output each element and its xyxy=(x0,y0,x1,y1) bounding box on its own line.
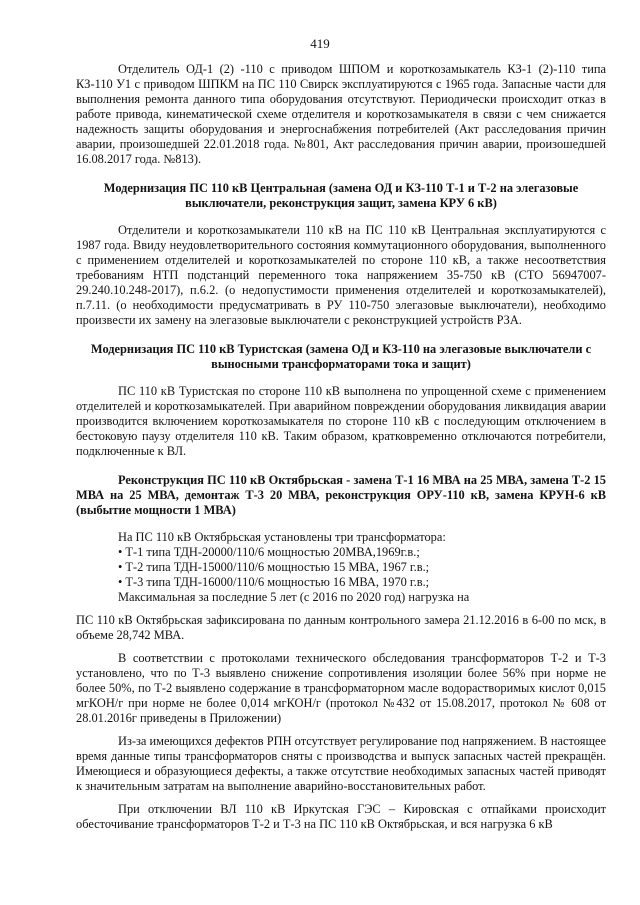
paragraph-turistskaya: ПС 110 кВ Туристская по стороне 110 кВ выполнена по упрощенной схеме с применением отделителей и короткозамыкателей. При аварийном повреждении оборудования ликвидация аварии производится включением короткозамыкателя по стороне 110 кВ с последующим отключением в бестоковую паузу отделителя 110 кВ. Таким образом, кратковременно отключаются потребители, подключенные к ВЛ. xyxy=(76,384,606,458)
paragraph-max-load: Максимальная за последние 5 лет (с 2016 по 2020 год) нагрузка на xyxy=(118,590,470,604)
page-content xyxy=(76,62,606,832)
paragraph-rpn-defects: Из-за имеющихся дефектов РПН отсутствует регулирование под напряжением. В настоящее время данные типы трансформаторов сняты с производства и выпуск запасных частей прекращён. Имеющиеся и образующиеся дефекты, а также отсутствие необходимых запасных частей приводят к значительным затратам на выполнение аварийно-восстановительных работ. xyxy=(76,734,606,793)
transformer-list xyxy=(76,545,606,590)
list-item: • Т-1 типа ТДН-20000/110/6 мощностью 20МВА,1969г.в.; xyxy=(118,545,420,559)
paragraph-centralnaya: Отделители и короткозамыкатели 110 кВ на ПС 110 кВ Центральная эксплуатируются с 1987 года. Ввиду неудовлетворительного состояния коммутационного оборудования, выполненного с применением отделителей и короткозамыкателей по стороне 110 кВ, а также несоответствия требованиям НТП подстанций переменного тока напряжением 35-750 кВ (СТО 56947007-29.240.10.248-2017), п.6.2. (о недопустимости применения отделителей и короткозамыкателей), п.7.11. (о необходимости предусматривать в РУ 110-750 элегазовые выключатели), необходимо произвести их замену на элегазовые выключатели с реконструкцией устройств РЗА. xyxy=(76,223,606,327)
heading-modernization-centralnaya: Модернизация ПС 110 кВ Центральная (замена ОД и КЗ-110 Т-1 и Т-2 на элегазовые выключатели, реконструкция защит, замена КРУ 6 кВ) xyxy=(103,181,579,210)
paragraph-od-kz-svirsk: Отделитель ОД-1 (2) -110 с приводом ШПОМ и короткозамыкатель КЗ-1 (2)-110 типа КЗ-110 У1 с приводом ШПКМ на ПС 110 Свирск эксплуатируются с 1965 года. Запасные части для выполнения ремонта данного типа оборудования отсутствуют. Периодически происходит отказ в работе привода, кинематической схеме отделителя и короткозамыкателя в связи с чем снижается надежность защиты оборудования и энергоснабжения потребителей (Акт расследования причин аварии, произошедшей 22.01.2018 года. №801, Акт расследования причин аварии, произошедшей 16.08.2017 года. №813). xyxy=(76,62,606,166)
heading-reconstruction-oktyabrskaya: Реконструкция ПС 110 кВ Октябрьская - замена Т-1 16 МВА на 25 МВА, замена Т-2 15 МВА на 25 МВА, демонтаж Т-3 20 МВА, реконструкция ОРУ-110 кВ, замена КРУН-6 кВ (выбытие мощности 1 МВА) xyxy=(76,473,606,517)
paragraph-transformers-intro: На ПС 110 кВ Октябрьская установлены три трансформатора: xyxy=(118,530,446,544)
list-item: • Т-2 типа ТДН-15000/110/6 мощностью 15 МВА, 1967 г.в.; xyxy=(118,560,430,574)
paragraph-inspection-protocols: В соответствии с протоколами технического обследования трансформаторов Т-2 и Т-3 установлено, что по Т-3 выявлено снижение сопротивления изоляции более 56% при норме не более 50%, по Т-2 выявлено содержание в трансформаторном масле водорастворимых кислот 0,015 мгКОН/г при норме не более 0,014 мгКОН/г (протокол №432 от 15.08.2017, протокол № 608 от 28.01.2016г приведены в Приложении) xyxy=(76,651,606,725)
page-number: 419 xyxy=(310,36,330,51)
list-item: • Т-3 типа ТДН-16000/110/6 мощностью 16 МВА, 1970 г.в.; xyxy=(118,575,430,589)
paragraph-vl-disconnection: При отключении ВЛ 110 кВ Иркутская ГЭС – Кировская с отпайками происходит обесточивание трансформаторов Т-2 и Т-3 на ПС 110 кВ Октябрьская, и вся нагрузка 6 кВ xyxy=(76,802,606,831)
heading-modernization-turistskaya: Модернизация ПС 110 кВ Туристская (замена ОД и КЗ-110 на элегазовые выключатели с выносными трансформаторами тока и защит) xyxy=(90,342,592,371)
paragraph-control-measurement: ПС 110 кВ Октябрьская зафиксирована по данным контрольного замера 21.12.2016 в 6-00 по мск, в объеме 28,742 МВА. xyxy=(76,613,606,642)
